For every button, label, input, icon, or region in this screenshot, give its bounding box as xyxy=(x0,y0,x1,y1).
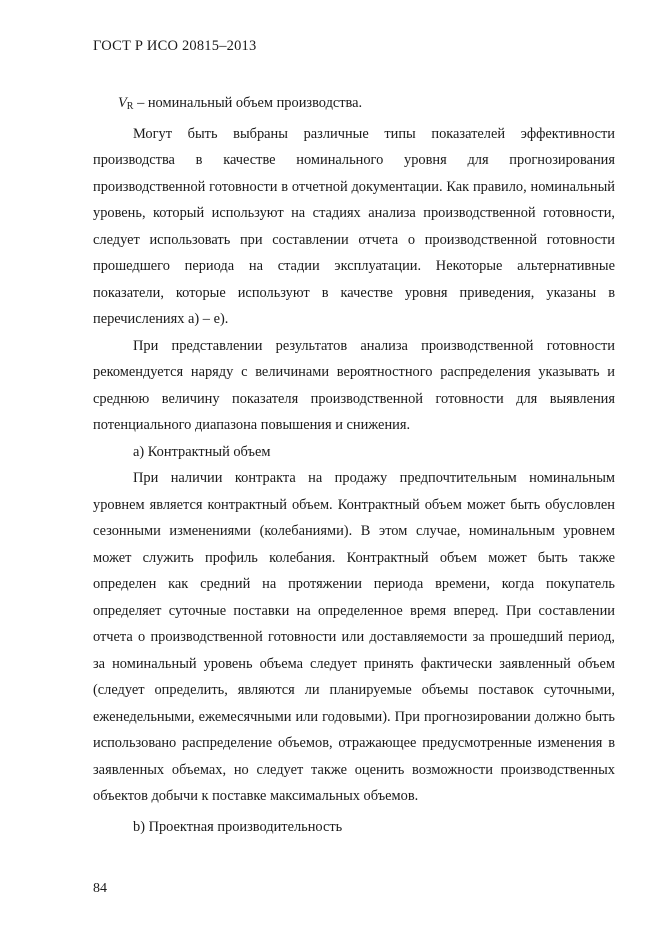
definition-line xyxy=(93,90,615,121)
paragraph-contract-volume: При наличии контракта на продажу предпочтительным номинальным уровнем является контрактный объем. Контрактный объем может быть обусловлен сезонными изменениями (колебаниями). В этом случае, номинальным уровнем может служить профиль колебания. Контрактный объем может быть также определен как средний на протяжении периода времени, когда покупатель определяет суточные поставки на определенное время вперед. При составлении отчета о производственной готовности или доставляемости за прошедший период, за номинальный уровень объема следует принять фактически заявленный объем (следует определить, являются ли планируемые объемы поставок суточными, еженедельными, ежемесячными или годовыми). При прогнозировании должно быть использовано распределение объемов, отражающее предусмотренные изменения в заявленных объемах, но следует также оценить возможности производственных объектов добычи к поставке максимальных объемов. xyxy=(93,470,615,804)
paragraph-nominal-level-types: Могут быть выбраны различные типы показателей эффективности производства в качестве номинального уровня для прогнозирования производственной готовности в отчетной документации. Как правило, номинальный уровень, который используют на стадиях анализа производственной готовности, следует использовать при составлении отчета о производственной готовности прошедшего периода на стадии эксплуатации. Некоторые альтернативные показатели, которые используют в качестве уровня приведения, указаны в перечислениях а) – е). xyxy=(93,125,615,327)
definition-text: – номинальный объем производства. xyxy=(133,95,363,111)
page-body xyxy=(93,90,615,840)
page-number: 84 xyxy=(93,881,107,896)
list-item-contract-volume: а) Контрактный объем xyxy=(133,443,271,460)
document-header: ГОСТ Р ИСО 20815–2013 xyxy=(93,38,257,54)
paragraph-results-presentation: При представлении результатов анализа производственной готовности рекомендуется наряду с величинами вероятностного распределения указывать и среднюю величину показателя производственной готовности для выявления потенциального диапазона повышения и снижения. xyxy=(93,337,615,433)
list-item-design-capacity: b) Проектная производительность xyxy=(133,818,343,835)
definition-symbol: $V_R$ xyxy=(118,95,134,112)
